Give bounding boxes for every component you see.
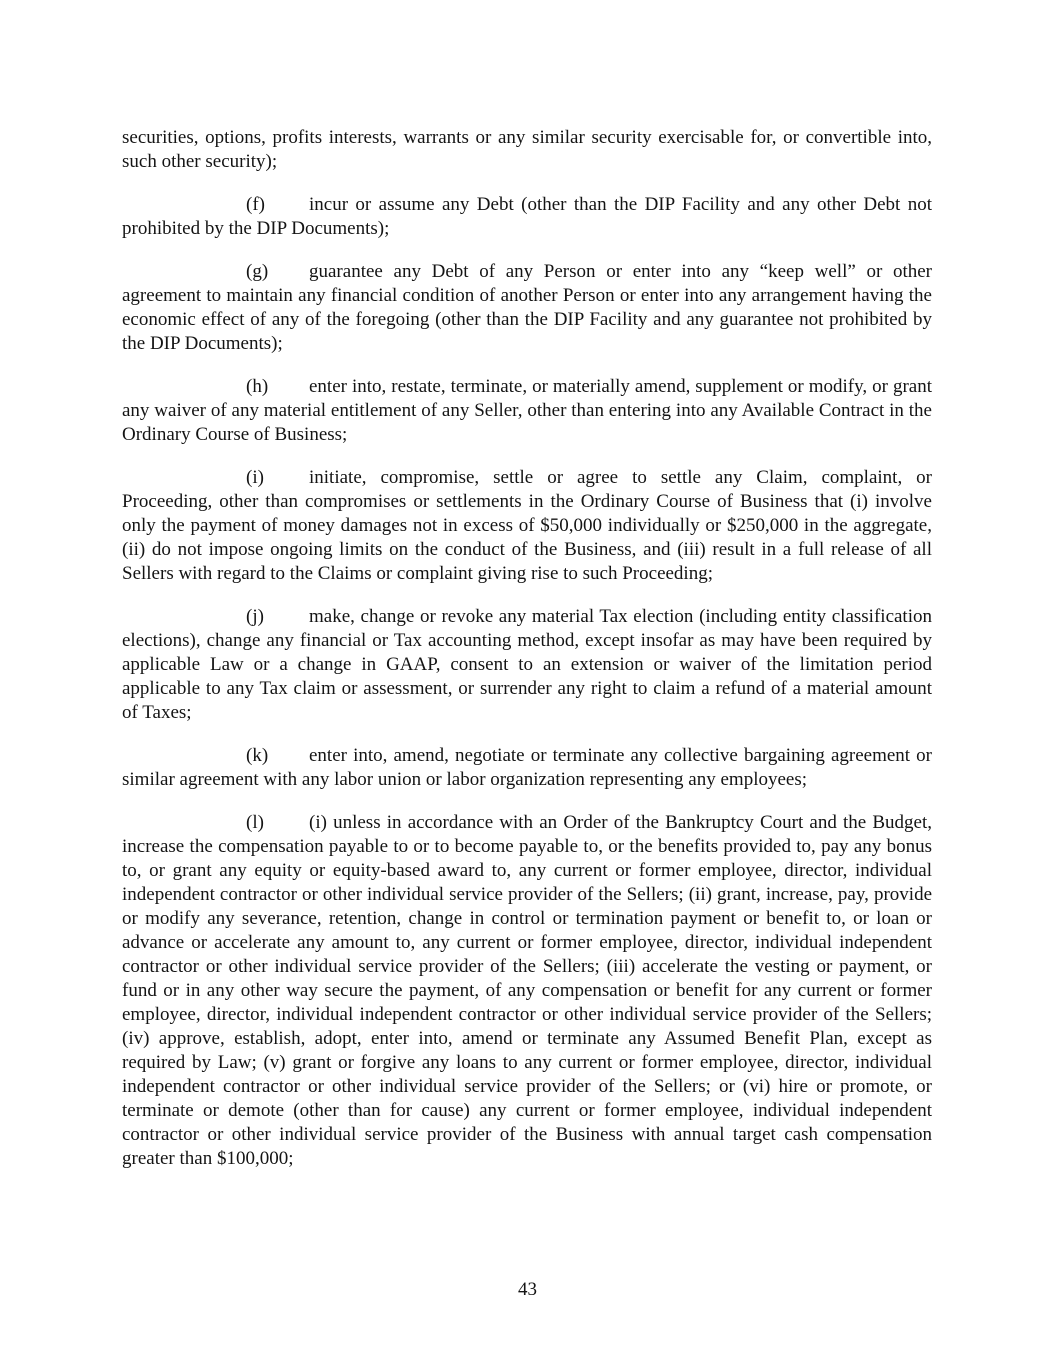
paragraph-label: (i) bbox=[246, 467, 264, 488]
paragraph-label: (l) bbox=[246, 812, 264, 833]
paragraph-i bbox=[122, 466, 932, 586]
paragraph-label: (k) bbox=[246, 745, 269, 766]
paragraph-k bbox=[122, 744, 932, 792]
paragraph-text: guarantee any Debt of any Person or enter into any “keep well” or other agreement to maintain any financial condition of another Person or enter into any arrangement having the economic effect of any of the foregoing (other than the DIP Facility and any guarantee not prohibited by the DIP Documents); bbox=[122, 261, 932, 354]
paragraph-text: enter into, amend, negotiate or terminate any collective bargaining agreement or similar agreement with any labor union or labor organization representing any employees; bbox=[122, 745, 932, 790]
paragraph-label: (f) bbox=[246, 194, 265, 215]
paragraph-label: (g) bbox=[246, 261, 269, 282]
paragraph-text: securities, options, profits interests, warrants or any similar security exercisable for, or convertible into, such other security); bbox=[122, 127, 932, 172]
paragraph-j bbox=[122, 605, 932, 725]
paragraph-text: initiate, compromise, settle or agree to settle any Claim, complaint, or Proceeding, other than compromises or settlements in the Ordinary Course of Business that (i) involve only the payment of money damages not in excess of $50,000 individually or $250,000 in the aggregate, (ii) do not impose ongoing limits on the conduct of the Business, and (iii) result in a full release of all Sellers with regard to the Claims or complaint giving rise to such Proceeding; bbox=[122, 467, 932, 584]
paragraph-continuation bbox=[122, 126, 932, 174]
paragraph-h bbox=[122, 375, 932, 447]
paragraph-f bbox=[122, 193, 932, 241]
paragraph-label: (h) bbox=[246, 376, 269, 397]
paragraph-text: incur or assume any Debt (other than the DIP Facility and any other Debt not prohibited by the DIP Documents); bbox=[122, 194, 932, 239]
paragraph-text: enter into, restate, terminate, or materially amend, supplement or modify, or grant any waiver of any material entitlement of any Seller, other than entering into any Available Contract in the Ordinary Course of Business; bbox=[122, 376, 932, 445]
paragraph-g bbox=[122, 260, 932, 356]
paragraph-text: make, change or revoke any material Tax election (including entity classification elections), change any financial or Tax accounting method, except insofar as may have been required by applicable Law or a change in GAAP, consent to an extension or waiver of the limitation period applicable to any Tax claim or assessment, or surrender any right to claim a refund of a material amount of Taxes; bbox=[122, 606, 932, 723]
paragraph-l bbox=[122, 811, 932, 1171]
page-number: 43 bbox=[518, 1279, 537, 1300]
paragraph-text: (i) unless in accordance with an Order of the Bankruptcy Court and the Budget, increase the compensation payable to or to become payable to, or the benefits provided to, pay any bonus to, or grant any equity or equity-based award to, any current or former employee, director, individual independent contractor or other individual service provider of the Sellers; (ii) grant, increase, pay, provide or modify any severance, retention, change in control or termination payment or benefit to, or loan or advance or accelerate any amount to, any current or former employee, director, individual independent contractor or other individual service provider of the Sellers; (iii) accelerate the vesting or payment, or fund or in any other way secure the payment, of any compensation or benefit for any current or former employee, director, individual independent contractor or other individual service provider of the Sellers; (iv) approve, establish, adopt, enter into, amend or terminate any Assumed Benefit Plan, except as required by Law; (v) grant or forgive any loans to any current or former employee, director, individual independent contractor or other individual service provider of the Sellers; or (vi) hire or promote, or terminate or demote (other than for cause) any current or former employee, individual independent contractor or other individual service provider of the Business with annual target cash compensation greater than $100,000; bbox=[122, 812, 932, 1169]
document-body bbox=[122, 126, 932, 1190]
paragraph-label: (j) bbox=[246, 606, 264, 627]
